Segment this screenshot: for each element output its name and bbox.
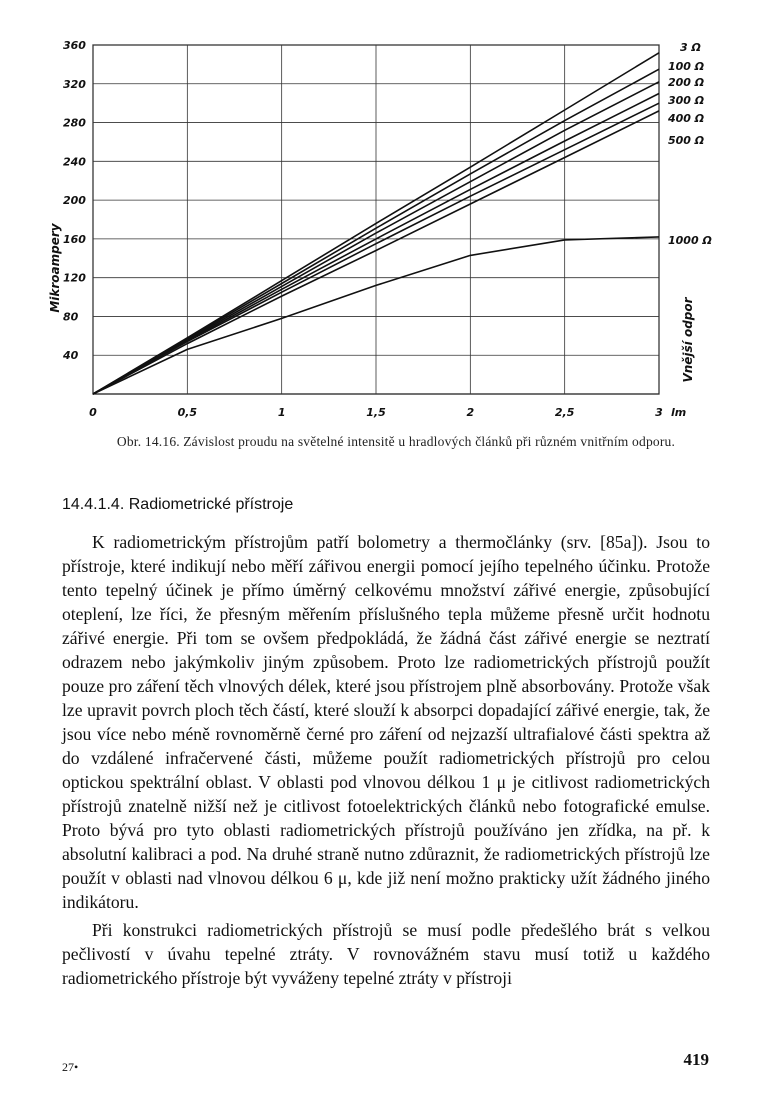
curve-label: 100 Ω bbox=[668, 60, 705, 73]
x-tick-label: 1,5 bbox=[366, 406, 386, 419]
x-tick-labels bbox=[89, 406, 686, 419]
curve-label: 500 Ω bbox=[668, 134, 705, 147]
page-number: 419 bbox=[683, 1050, 709, 1069]
chart-grid bbox=[93, 45, 659, 394]
x-tick-label: 2 bbox=[466, 406, 475, 419]
y-tick-label: 160 bbox=[63, 232, 86, 246]
x-tick-label: 0 bbox=[89, 406, 97, 419]
y-tick-label: 280 bbox=[63, 116, 86, 130]
x-tick-label: 0,5 bbox=[177, 406, 198, 419]
y-tick-label: 120 bbox=[63, 271, 86, 285]
curve-label: 200 Ω bbox=[668, 76, 705, 89]
figure-caption bbox=[96, 433, 696, 450]
x-tick-label: 2,5 bbox=[554, 406, 575, 419]
curve-labels bbox=[667, 41, 712, 247]
figure-caption-text: Závislost proudu na světelné intensitě u hradlových článků při různém vnitřním odporu. bbox=[183, 434, 676, 449]
y-tick-label: 240 bbox=[63, 155, 86, 169]
section-number: 14.4.1.4. bbox=[62, 496, 125, 513]
figure-caption-label: Obr. 14.16. bbox=[116, 434, 180, 449]
signature-mark: 27• bbox=[62, 1060, 79, 1074]
body-text bbox=[62, 530, 710, 990]
y-tick-labels bbox=[62, 39, 86, 362]
x-tick-label: 1 bbox=[277, 406, 286, 419]
y-tick-label: 40 bbox=[63, 349, 79, 363]
paragraph: K radiometrickým přístrojům patří bolometry a thermočlánky (srv. [85a]). Jsou to přístroje, které indikují nebo měří zářivou energii pomocí jejího tepelného účinku. Protože tento tepelný účinek je přímo úměrný celkovému množství zářivé energie, způsobující oteplení, lze říci, že přesným měřením příslušného tepla můžeme přesně určit hodnotu zářivé energie. Při tom se ovšem předpokládá, že žádná část zářivé energie se neztratí odrazem nebo jakýmkoliv jiným způsobem. Proto lze radiometrických přístrojů použít pouze pro záření těch vlnových délek, které jsou přístrojem plně absorbovány. Protože však lze upravit povrch ploch těch částí, které slouží k absorpci dopadající zářivé energie, tak, že jsou více nebo méně rovnoměrně černé pro záření od nejzazší ultrafialové části spektra až do vzdálené infračervené části, můžeme použít radiometrických přístrojů pro celou optickou spektrální oblast. V oblasti pod vlnovou délkou 1 μ je citlivost radiometrických přístrojů znatelně nižší než je citlivost fotoelektrických článků nebo fotografické emulse. Proto bývá pro tyto oblasti radiometrických přístrojů používáno jen zřídka, na př. k absolutní kalibraci a pod. Na druhé straně nutno zdůraznit, že radiometrických přístrojů lze použít v oblasti nad vlnovou délkou 6 μ, kde již není možno prakticky užít žádného jiného indikátoru. bbox=[62, 532, 710, 912]
y-tick-label: 200 bbox=[63, 194, 86, 208]
y-axis-label: Mikroampery bbox=[48, 223, 62, 313]
y-tick-label: 320 bbox=[63, 77, 86, 91]
curve-label: 300 Ω bbox=[668, 94, 705, 107]
paragraph: Při konstrukci radiometrických přístrojů se musí podle předešlého brát s velkou pečlivostí v úvahu tepelné ztráty. V rovnovážném stavu musí totiž u každého radiometrického přístroje být vyváženy tepelné ztráty v přístroji bbox=[62, 920, 710, 988]
section-heading bbox=[62, 496, 293, 514]
right-axis-label: Vnější odpor bbox=[681, 297, 695, 383]
section-title: Radiometrické přístroje bbox=[128, 496, 294, 513]
y-tick-label: 80 bbox=[63, 310, 79, 324]
figure-chart bbox=[0, 0, 767, 430]
curve-label: 1000 Ω bbox=[668, 234, 712, 247]
curve-label: 400 Ω bbox=[668, 112, 705, 125]
y-tick-label: 360 bbox=[63, 39, 86, 52]
x-tick-label: 3 bbox=[655, 406, 663, 419]
curve-label: 3 Ω bbox=[680, 41, 701, 54]
x-unit-label: lm bbox=[671, 406, 687, 419]
